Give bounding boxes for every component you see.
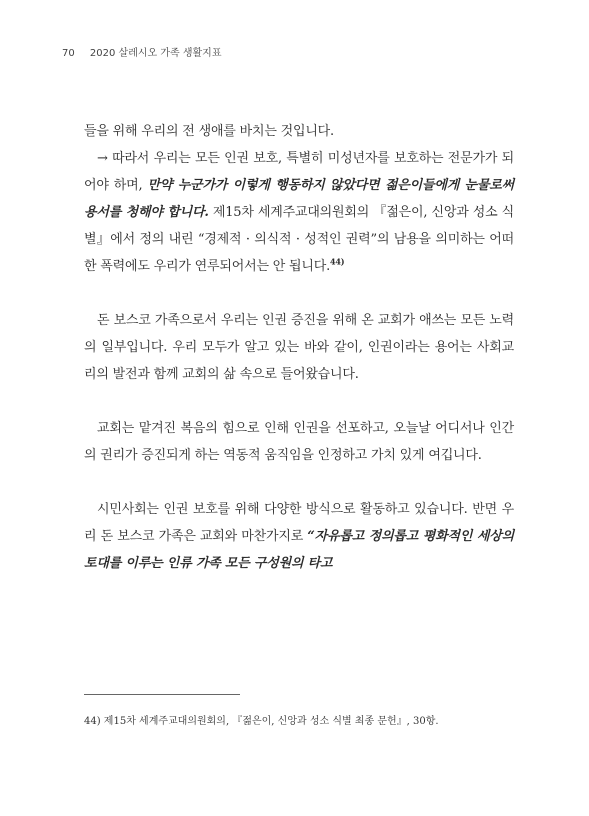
paragraph-1-text: → 따라서 우리는 모든 인권 보호, 특별히 미성년자를 보호하는 전문가가 되어야 하며, xyxy=(84,151,514,193)
paragraph-3 xyxy=(84,415,514,469)
footnote-divider xyxy=(84,694,240,695)
running-header xyxy=(62,44,222,59)
paragraph-4 xyxy=(84,496,514,577)
paragraph-4-text: 시민사회는 인권 보호를 위해 다양한 방식으로 활동하고 있습니다. 반면 우리 돈 보스코 가족은 교회와 마찬가지로 xyxy=(84,502,514,544)
paragraph-1-emphasis: 만약 누군가가 이렇게 행동하지 않았다면 젊은이들에게 눈물로써 용서를 청해야 합니다. xyxy=(84,178,514,220)
footnote-ref-44: 44) xyxy=(330,256,345,267)
paragraph-2-text: 돈 보스코 가족으로서 우리는 인권 증진을 위해 온 교회가 애쓰는 모든 노력의 일부입니다. 우리 모두가 알고 있는 바와 같이, 인권이라는 용어는 사회교리의 발전과 함께 교회의 삶 속으로 들어왔습니다. xyxy=(84,313,514,382)
paragraph-4-emphasis: “자유롭고 정의롭고 평화적인 세상의 토대를 이루는 인류 가족 모든 구성원의 타고 xyxy=(84,529,514,571)
paragraph-1 xyxy=(84,145,514,280)
book-title: 2020 살레시오 가족 생활지표 xyxy=(89,48,222,59)
paragraph-1-text-end: 제15차 세계주교대의원회의 『젊은이, 신앙과 성소 식별』에서 정의 내린 “경제적 · 의식적 · 성적인 권력”의 남용을 의미하는 어떠한 폭력에도 우리가 연루되어서는 안 됩니다. xyxy=(84,205,514,274)
footnote-44: 44) 제15차 세계주교대의원회의, 『젊은이, 신앙과 성소 식별 최종 문헌』, 30항. xyxy=(84,716,439,727)
page-number: 70 xyxy=(62,48,75,59)
paragraph-2 xyxy=(84,307,514,388)
paragraph-0: 들을 위해 우리의 전 생애를 바치는 것입니다. xyxy=(84,124,334,139)
paragraph-3-text: 교회는 맡겨진 복음의 힘으로 인해 인권을 선포하고, 오늘날 어디서나 인간의 권리가 증진되게 하는 역동적 움직임을 인정하고 가치 있게 여깁니다. xyxy=(84,421,514,463)
main-text xyxy=(84,118,514,604)
